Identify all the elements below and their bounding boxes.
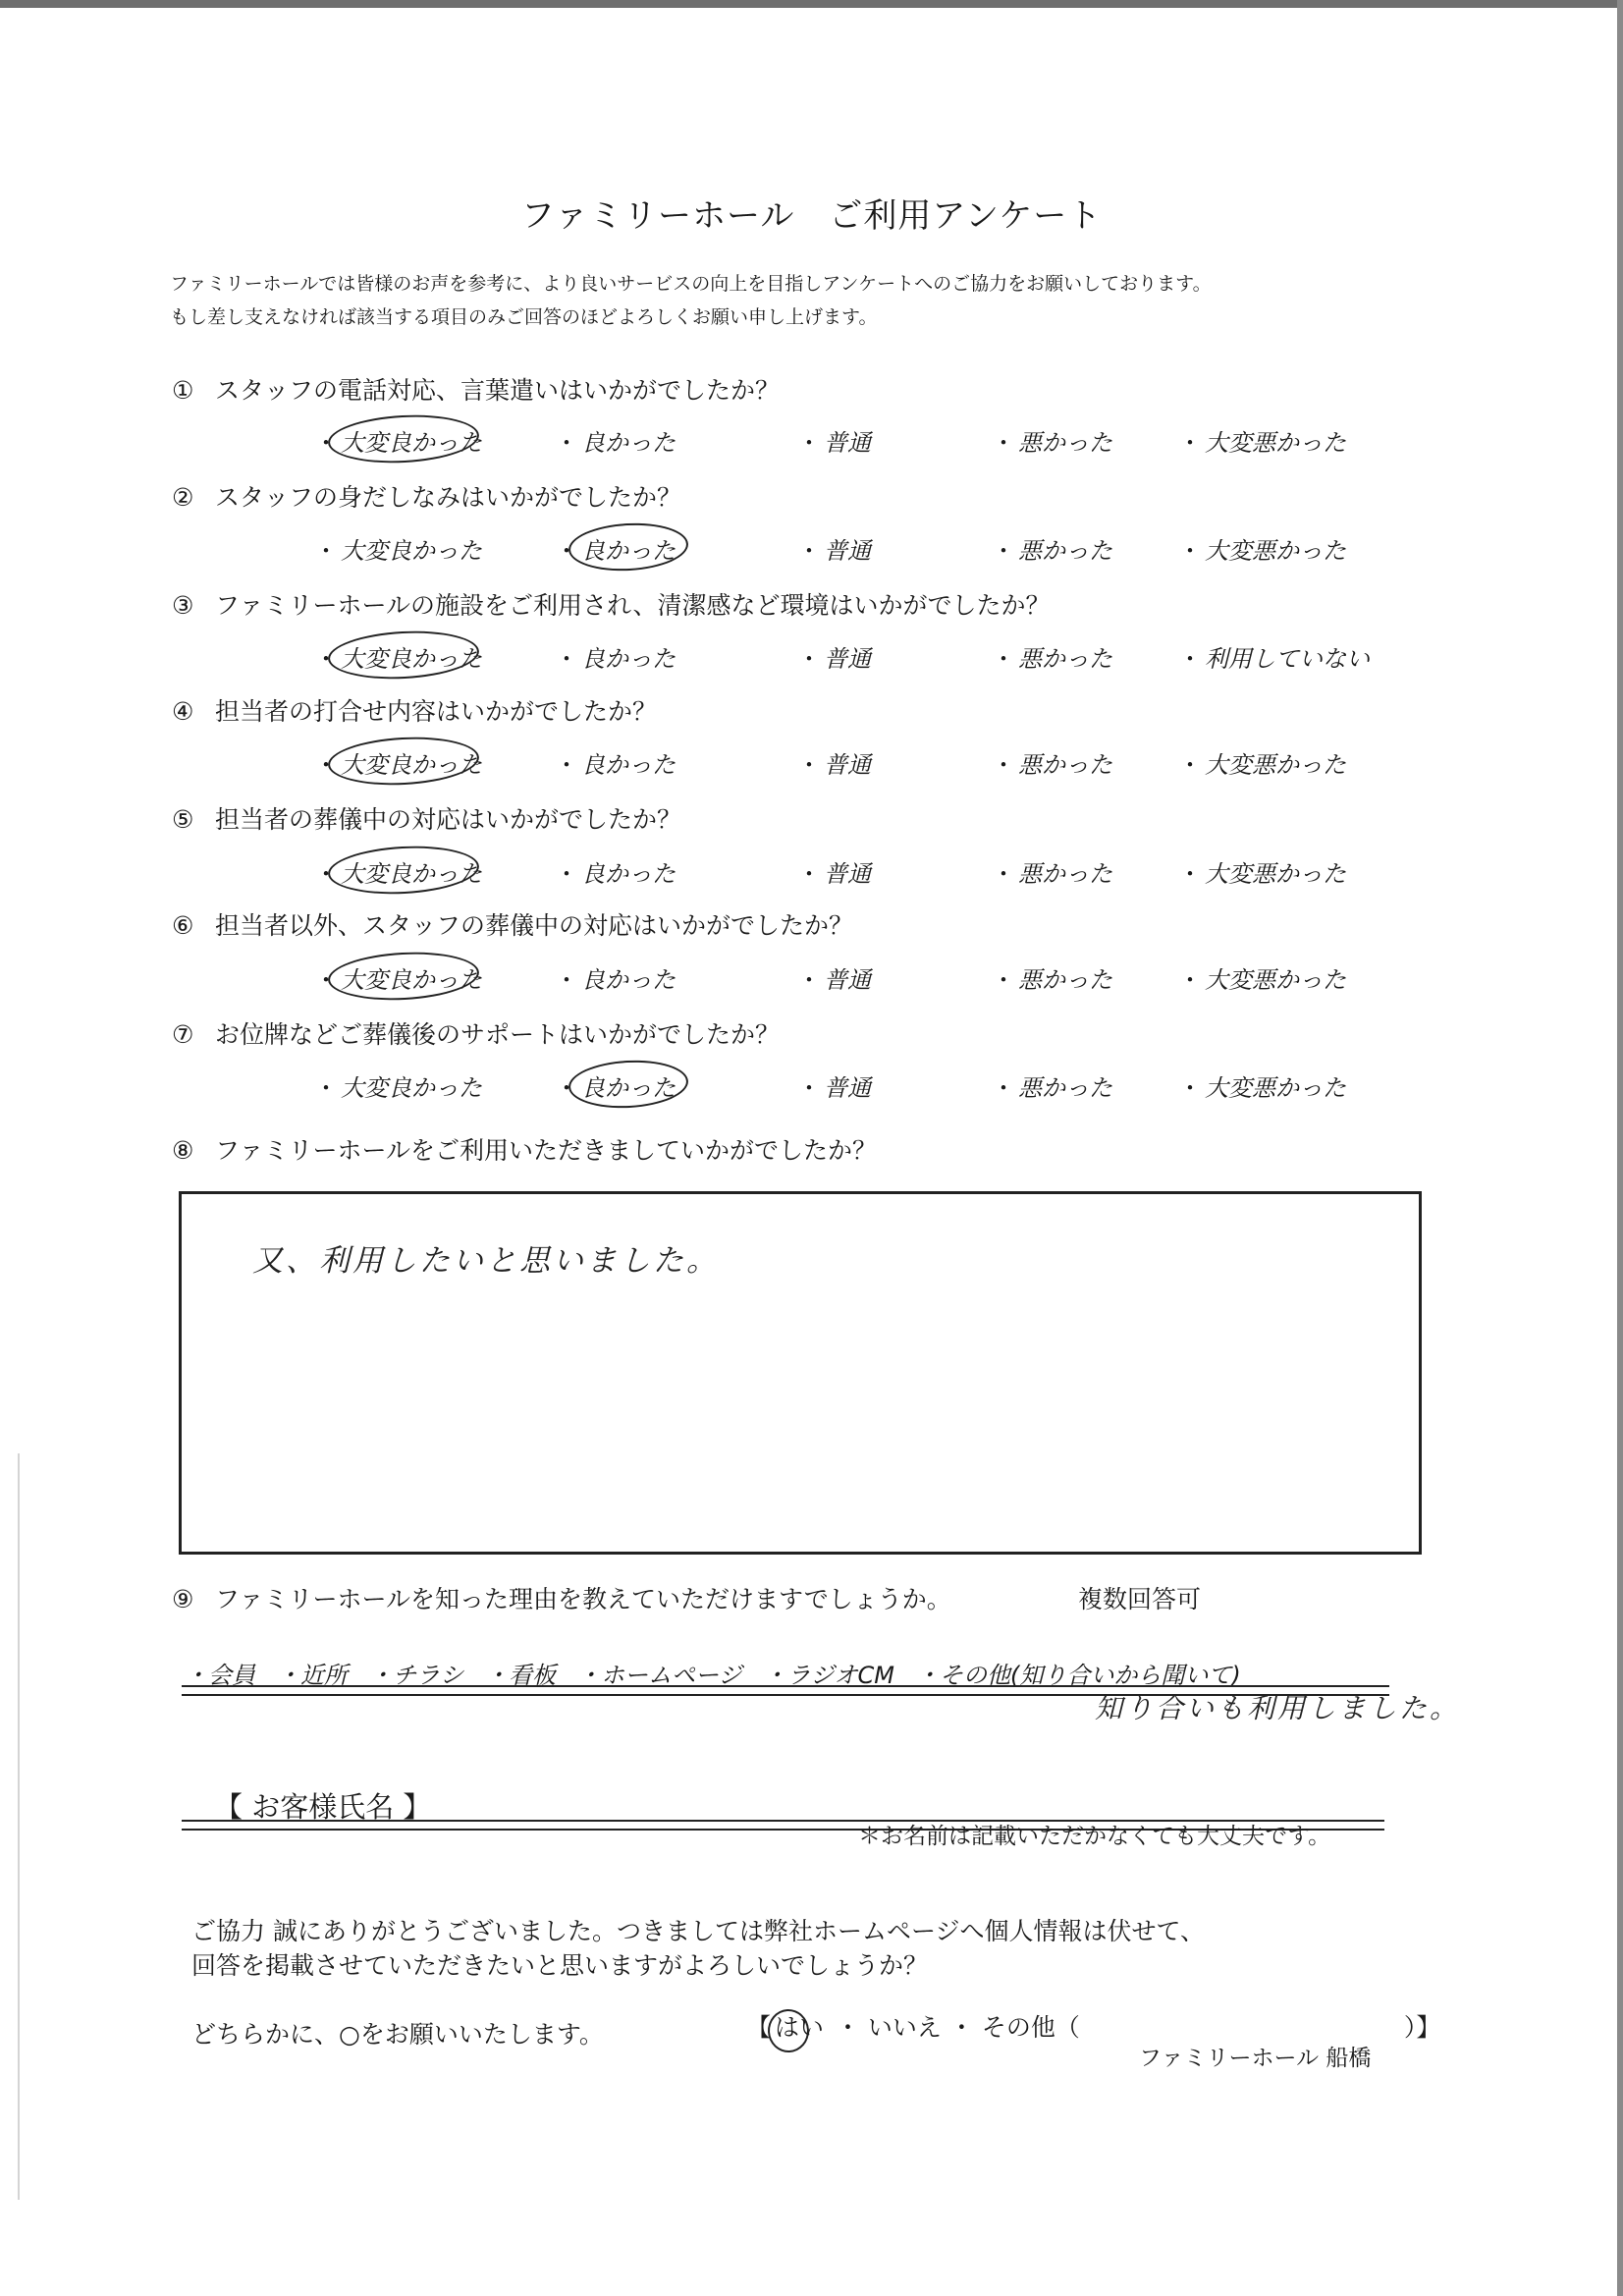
question-7-text: お位牌などご葬儀後のサポートはいかがでしたか？ [215,1020,781,1049]
closing-line-1: ご協力 誠にありがとうございました。つきましては弊社ホームページへ個人情報は伏せて、 [191,1917,1205,1945]
choice-yes[interactable]: はい [771,2013,828,2042]
option-label: 良かった [581,1074,676,1102]
source-option[interactable]: ・ホームページ [577,1662,742,1689]
choice-other[interactable]: その他（ [981,2013,1080,2042]
option-label: 大変悪かった [1205,860,1346,888]
selected-answer-circle [327,949,480,1004]
question-2-option[interactable]: ・ 良かった [555,531,676,566]
option-label: 悪かった [1018,645,1112,673]
question-6-option[interactable]: ・ 良かった [555,966,676,994]
option-label: 大変良かった [341,860,482,888]
question-2-option[interactable]: ・ 悪かった [992,537,1112,565]
question-9-text: ファミリーホールを知った理由を教えていただけますでしょうか。 [215,1585,951,1613]
option-label: 良かった [581,537,676,565]
question-4-option[interactable]: ・ 良かった [555,751,676,779]
question-2-number: ② [172,483,194,512]
closing-line-2: 回答を掲載させていただきたいと思いますがよろしいでしょうか？ [191,1951,929,1980]
question-6-option[interactable]: ・ 悪かった [992,966,1112,994]
scan-edge-right [1617,0,1623,2296]
option-label: 大変悪かった [1205,537,1346,565]
question-3-option[interactable]: ・ 普通 [797,645,871,673]
question-8-text: ファミリーホールをご利用いただきましていかがでしたか？ [215,1136,878,1165]
selected-answer-circle [568,520,689,574]
question-4-number: ④ [172,697,194,726]
question-3 [172,586,1051,622]
option-label: 大変良かった [341,966,482,994]
question-2-option[interactable]: ・ 大変悪かった [1178,537,1346,565]
option-label: 大変悪かった [1205,429,1346,457]
question-4-option[interactable]: ・ 普通 [797,751,871,779]
question-4-text: 担当者の打合せ内容はいかがでしたか？ [215,697,658,726]
option-label: 普通 [824,645,871,673]
question-2-option[interactable]: ・ 大変良かった [314,537,482,565]
option-label: 悪かった [1018,1074,1112,1102]
option-label: 良かった [581,429,676,457]
option-label: 普通 [824,966,871,994]
option-label: 悪かった [1018,429,1112,457]
question-5-option[interactable]: ・ 悪かった [992,860,1112,888]
question-3-option[interactable]: ・ 良かった [555,645,676,673]
option-label: 良かった [581,751,676,779]
option-label: 普通 [824,860,871,888]
option-label: 悪かった [1018,537,1112,565]
scan-edge-left [18,1453,20,2200]
publish-consent-choices [746,2008,1440,2044]
question-5-option[interactable]: ・ 大変悪かった [1178,860,1346,888]
choice-yes-circle [767,2008,810,2053]
question-3-text: ファミリーホールの施設をご利用され、清潔感など環境はいかがでしたか？ [215,591,1051,620]
question-1-option[interactable]: ・ 大変良かった [314,423,482,458]
source-option[interactable]: ・チラシ [369,1662,463,1689]
signature: ファミリーホール 船橋 [1139,2046,1372,2071]
question-6-number: ⑥ [172,911,194,940]
option-label: 普通 [824,751,871,779]
option-label: 悪かった [1018,751,1112,779]
selected-answer-circle [327,628,480,683]
question-6-option[interactable]: ・ 大変良かった [314,960,482,995]
question-6-option[interactable]: ・ 大変悪かった [1178,966,1346,994]
question-3-option[interactable]: ・ 悪かった [992,645,1112,673]
question-6-option[interactable]: ・ 普通 [797,966,871,994]
question-8-answer: 又、利用したいと思いました。 [252,1243,720,1279]
intro-line-2: もし差し支えなければ該当する項目のみご回答のほどよろしくお願い申し上げます。 [170,306,878,328]
question-3-number: ③ [172,591,194,620]
bracket-close: ）】 [1403,2013,1441,2042]
source-option[interactable]: ・看板 [485,1662,556,1689]
option-label: 大変良かった [341,429,482,457]
option-label: 普通 [824,429,871,457]
source-option[interactable]: ・会員 [185,1662,255,1689]
option-label: 悪かった [1018,966,1112,994]
question-5 [172,800,681,836]
source-handwritten-note: 知り合いも利用しました。 [1095,1692,1461,1724]
question-7 [172,1015,780,1051]
multiple-answers-note: 複数回答可 [1078,1585,1202,1613]
choice-no[interactable]: ・ いいえ ・ [835,2013,974,2042]
option-label: 普通 [824,537,871,565]
question-1-option[interactable]: ・ 良かった [555,429,676,457]
question-2-text: スタッフの身だしなみはいかがでしたか？ [215,483,682,512]
option-label: 大変良かった [341,751,482,779]
question-1-text: スタッフの電話対応、言葉遣いはいかがでしたか？ [215,376,781,405]
selected-answer-circle [327,734,480,789]
question-5-option[interactable]: ・ 良かった [555,860,676,888]
question-5-option[interactable]: ・ 普通 [797,860,871,888]
selected-answer-circle [327,843,480,898]
question-8 [172,1131,877,1167]
question-4 [172,692,657,728]
option-label: 良かった [581,966,676,994]
option-label: 良かった [581,645,676,673]
question-1-option[interactable]: ・ 大変悪かった [1178,429,1346,457]
question-4-option[interactable]: ・ 大変良かった [314,745,482,780]
question-2 [172,478,681,514]
question-7-option[interactable]: ・ 良かった [555,1068,676,1103]
selected-answer-circle [568,1058,689,1111]
question-6-text: 担当者以外、スタッフの葬儀中の対応はいかがでしたか？ [215,911,854,940]
question-9-number: ⑨ [172,1585,194,1613]
question-1-option[interactable]: ・ 悪かった [992,429,1112,457]
question-5-option[interactable]: ・ 大変良かった [314,854,482,889]
question-7-option[interactable]: ・ 悪かった [992,1074,1112,1102]
option-label: 大変良かった [341,1074,482,1102]
question-5-number: ⑤ [172,805,194,834]
question-5-text: 担当者の葬儀中の対応はいかがでしたか？ [215,805,682,834]
source-option[interactable]: ・近所 [277,1662,348,1689]
question-8-answer-box[interactable] [179,1191,1422,1555]
question-4-option[interactable]: ・ 悪かった [992,751,1112,779]
option-label: 普通 [824,1074,871,1102]
option-label: 大変良かった [341,537,482,565]
question-7-number: ⑦ [172,1020,194,1049]
selected-answer-circle [327,411,480,466]
scan-edge-top [0,0,1623,8]
option-label: 利用していない [1205,645,1370,673]
question-3-option[interactable]: ・ 利用していない [1178,645,1370,673]
intro-line-1: ファミリーホールでは皆様のお声を参考に、より良いサービスの向上を目指しアンケートへのご協力をお願いしております。 [170,273,1212,295]
question-6 [172,906,853,942]
question-1 [172,371,780,407]
option-label: 大変悪かった [1205,966,1346,994]
customer-name-label: 【 お客様氏名 】 [214,1790,432,1824]
option-label: 大変悪かった [1205,751,1346,779]
question-9 [172,1580,951,1615]
question-7-option[interactable]: ・ 大変良かった [314,1074,482,1102]
question-1-option[interactable]: ・ 普通 [797,429,871,457]
question-2-option[interactable]: ・ 普通 [797,537,871,565]
question-1-number: ① [172,376,194,405]
customer-name-note: ＊お名前は記載いただかなくても大丈夫です。 [858,1824,1331,1849]
question-8-number: ⑧ [172,1136,194,1165]
closing-prompt: どちらかに、○をお願いいたします。 [191,2020,604,2049]
question-4-option[interactable]: ・ 大変悪かった [1178,751,1346,779]
option-label: 大変悪かった [1205,1074,1346,1102]
source-option[interactable]: ・ラジオCM [763,1662,894,1689]
source-option[interactable]: ・その他(知り合いから聞いて) [916,1662,1241,1689]
question-7-option[interactable]: ・ 普通 [797,1074,871,1102]
question-7-option[interactable]: ・ 大変悪かった [1178,1074,1346,1102]
question-3-option[interactable]: ・ 大変良かった [314,639,482,674]
option-label: 良かった [581,860,676,888]
option-label: 大変良かった [341,645,482,673]
page-title: ファミリーホール ご利用アンケート [520,196,1103,236]
option-label: 悪かった [1018,860,1112,888]
bracket-open: 【 [746,2013,772,2042]
